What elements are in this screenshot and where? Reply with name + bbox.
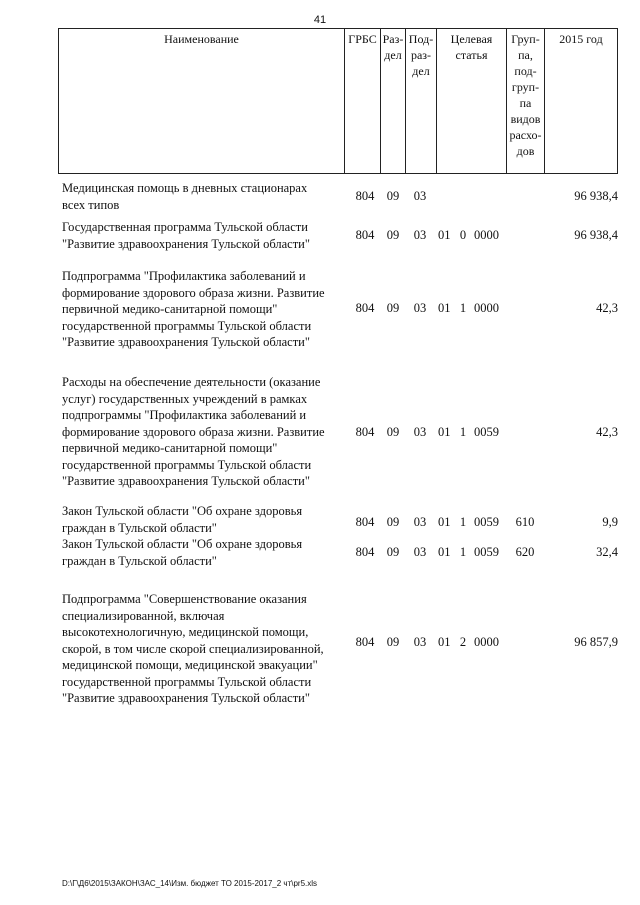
row-celevaya-code: 0000 (474, 635, 499, 649)
row-celevaya-subprogram: 1 (459, 425, 467, 439)
row-name: Подпрограмма "Профилактика заболеваний и формирование здорового образа жизни. Развитие первичной медико-санитарной помощи" государственной программы Тульской области "Развитие здравоохранения Тульской области" (62, 269, 325, 349)
row-sum: 42,3 (596, 425, 618, 439)
row-celevaya-program: 01 (438, 515, 451, 529)
row-name: Расходы на обеспечение деятельности (оказание услуг) государственных учреждений в рамках подпрограммы "Профилактика заболеваний и формирование здорового образа жизни. Развитие первичной медико-санитарной помощи" государственной программы Тульской области "Развитие здравоохранения Тульской области" (62, 375, 325, 488)
row-sum: 9,9 (602, 515, 618, 529)
row-grbs: 804 (355, 228, 375, 242)
page-number: 41 (313, 14, 327, 26)
row-grbs: 804 (355, 189, 375, 203)
row-podrazdel: 03 (413, 301, 427, 315)
row-podrazdel: 03 (413, 425, 427, 439)
row-celevaya-code: 0000 (474, 301, 499, 315)
row-celevaya-program: 01 (438, 545, 451, 559)
row-sum: 96 857,9 (574, 635, 618, 649)
row-celevaya-subprogram: 2 (459, 635, 467, 649)
row-name: Закон Тульской области "Об охране здоровья граждан в Тульской области" (62, 504, 303, 535)
row-razdel: 09 (386, 301, 400, 315)
row-name: Закон Тульской области "Об охране здоровья граждан в Тульской области" (62, 537, 303, 568)
row-celevaya-code: 0059 (474, 545, 499, 559)
header-name: Наименование (58, 28, 344, 174)
row-razdel: 09 (386, 545, 400, 559)
row-name: Медицинская помощь в дневных стационарах всех типов (62, 181, 308, 212)
row-celevaya-code: 0000 (474, 228, 499, 242)
row-sum: 96 938,4 (574, 228, 618, 242)
header-grbs: ГРБС (344, 28, 380, 174)
row-celevaya-program: 01 (438, 635, 451, 649)
row-name: Государственная программа Тульской области "Развитие здравоохранения Тульской области" (62, 220, 310, 251)
header-razdel: Раз- дел (380, 28, 405, 174)
footer-file-path: D:\Г\Д6\2015\ЗАКОН\ЗАС_14\Изм. бюджет ТО 2015-2017_2 чт\pr5.xls (62, 879, 318, 888)
row-celevaya-subprogram: 1 (459, 301, 467, 315)
row-name: Подпрограмма "Совершенствование оказания специализированной, включая высокотехнологичную, медицинской помощи, скорой, в том числе скорой специализированной, медицинской помощи, медицинской эвакуации" государственной программы Тульской области "Развитие здравоохранения Тульской области" (62, 592, 324, 705)
row-celevaya-subprogram: 1 (459, 545, 467, 559)
row-grbs: 804 (355, 635, 375, 649)
row-grbs: 804 (355, 301, 375, 315)
row-razdel: 09 (386, 189, 400, 203)
row-podrazdel: 03 (413, 189, 427, 203)
row-grbs: 804 (355, 425, 375, 439)
row-celevaya-subprogram: 1 (459, 515, 467, 529)
row-podrazdel: 03 (413, 515, 427, 529)
table-header (58, 28, 618, 174)
header-year: 2015 год (544, 28, 618, 174)
row-sum: 96 938,4 (574, 189, 618, 203)
row-celevaya-program: 01 (438, 228, 451, 242)
row-celevaya-code: 0059 (474, 425, 499, 439)
row-razdel: 09 (386, 515, 400, 529)
header-celevaya: Целевая статья (436, 28, 506, 174)
row-razdel: 09 (386, 425, 400, 439)
row-celevaya-program: 01 (438, 301, 451, 315)
row-sum: 42,3 (596, 301, 618, 315)
row-grbs: 804 (355, 515, 375, 529)
row-grbs: 804 (355, 545, 375, 559)
row-celevaya-subprogram: 0 (459, 228, 467, 242)
row-gruppa: 610 (515, 515, 535, 529)
row-sum: 32,4 (596, 545, 618, 559)
row-podrazdel: 03 (413, 545, 427, 559)
header-gruppa: Груп- па, под- груп- па видов расхо- дов (506, 28, 544, 174)
row-razdel: 09 (386, 228, 400, 242)
header-podrazdel: Под- раз- дел (405, 28, 436, 174)
row-gruppa: 620 (515, 545, 535, 559)
row-podrazdel: 03 (413, 635, 427, 649)
row-podrazdel: 03 (413, 228, 427, 242)
row-celevaya-code: 0059 (474, 515, 499, 529)
row-razdel: 09 (386, 635, 400, 649)
row-celevaya-program: 01 (438, 425, 451, 439)
